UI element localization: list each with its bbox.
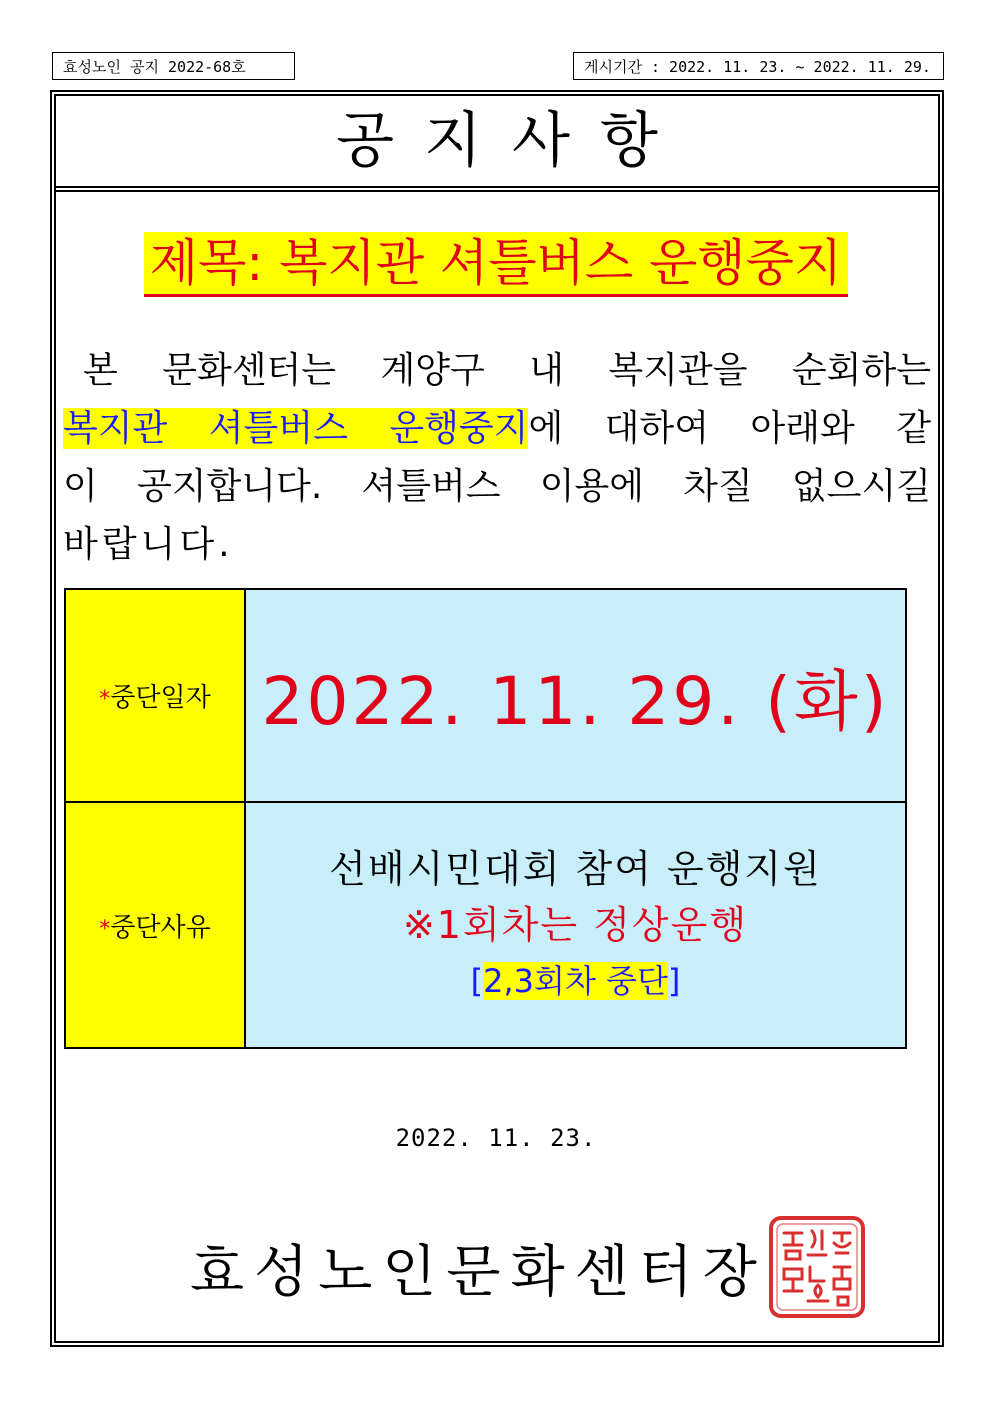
body-line-4: 바랍니다.: [63, 524, 234, 565]
stop-reason-highlight: 2,3회차 중단: [483, 962, 668, 1000]
body-line-1: 본 문화센터는 계양구 내 복지관을 순회하는: [83, 350, 931, 391]
stop-reason-line-1: 선배시민대회 참여 운행지원: [329, 847, 822, 891]
body-line-2: [63, 405, 931, 453]
subject-wrapper: [0, 232, 992, 297]
title-divider: [54, 186, 940, 192]
bracket-close: ]: [667, 962, 681, 1000]
subject-heading: 제목: 복지관 셔틀버스 운행중지: [144, 232, 848, 297]
stop-date-value-cell: [245, 589, 906, 802]
stop-reason-label: 중단사유: [110, 912, 211, 943]
stop-reason-label-cell: [65, 802, 245, 1048]
stop-reason-value-cell: [245, 802, 906, 1048]
issue-date: 2022. 11. 23.: [395, 1124, 597, 1152]
stop-reason-line-3: [246, 953, 905, 1009]
body-line-2-rest: 에 대하여 아래와 같: [528, 408, 931, 449]
asterisk-icon: *: [99, 687, 111, 712]
info-table: [64, 588, 907, 1049]
body-highlight: 복지관 셔틀버스 운행중지: [63, 408, 529, 449]
table-row-stop-date: [65, 589, 906, 802]
official-seal-icon: [768, 1215, 866, 1319]
bracket-open: [: [470, 962, 484, 1000]
stop-date-label: 중단일자: [110, 683, 211, 713]
body-line-3: 이 공지합니다. 셔틀버스 이용에 차질 없으시길: [63, 466, 931, 507]
asterisk-icon: *: [99, 916, 111, 942]
stop-date-label-cell: [65, 589, 245, 802]
stop-reason-line-2: ※1회차는 정상운행: [402, 903, 749, 947]
page-title: 공지사항: [336, 106, 688, 176]
notice-number: 효성노인 공지 2022-68호: [52, 52, 295, 80]
table-row-stop-reason: [65, 802, 906, 1048]
posting-period: 게시기간 : 2022. 11. 23. ~ 2022. 11. 29.: [573, 52, 944, 80]
issuer-name: 효성노인문화센터장: [190, 1240, 767, 1305]
stop-date-value: 2022. 11. 29. (화): [261, 663, 890, 740]
